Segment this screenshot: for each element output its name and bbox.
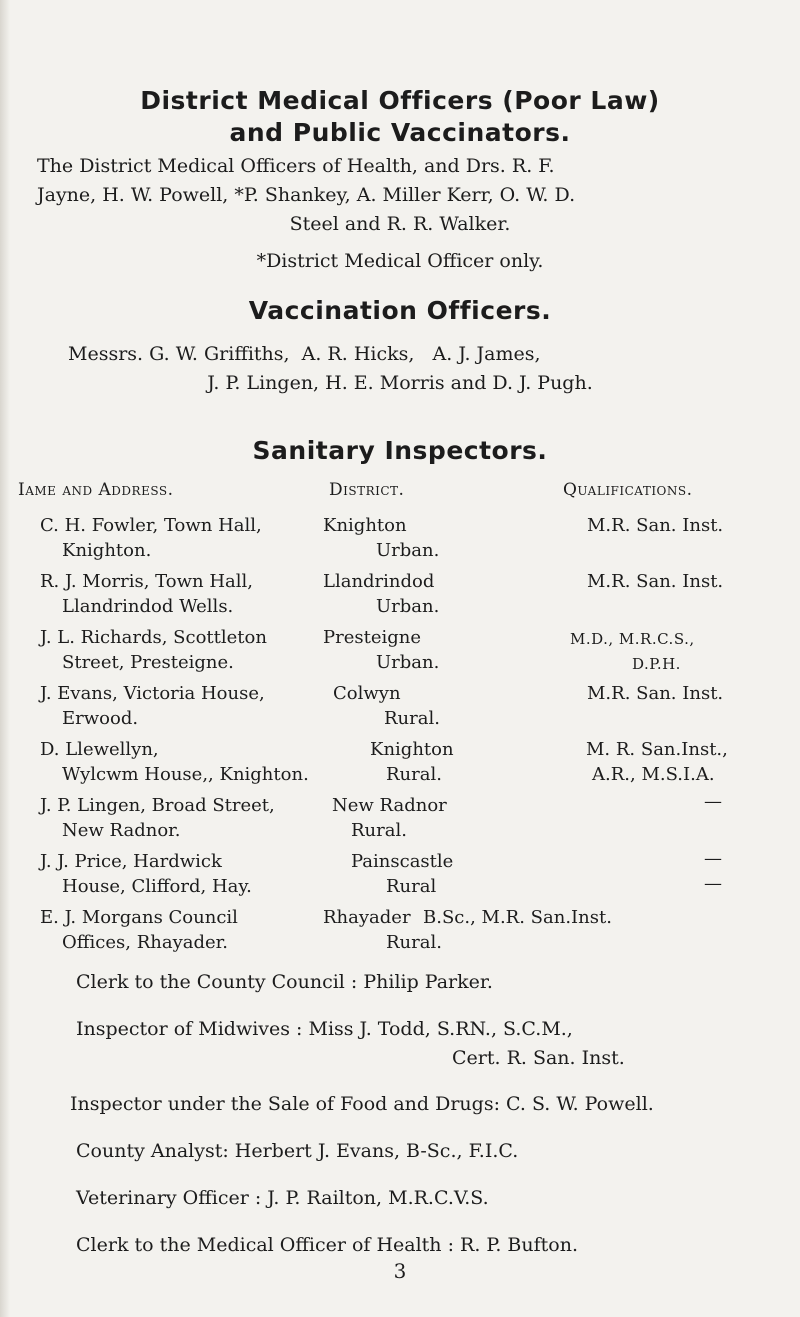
column-header-name-address: Iame and Address. (18, 480, 174, 500)
column-header-qualifications: Qualifications. (563, 480, 693, 500)
inspector-district-line2: Rural. (384, 708, 440, 729)
inspector-district-line2: Rural (386, 876, 437, 897)
inspector-name-line1: C. H. Fowler, Town Hall, (40, 515, 262, 536)
inspector-qualification: M.R. San. Inst. (587, 571, 724, 592)
inspector-district-line1: Knighton (323, 515, 407, 536)
scan-shadow-edge (0, 0, 10, 1317)
clerk-county-council: Clerk to the County Council : Philip Parker. (76, 971, 493, 993)
inspector-district-line2: Rural. (386, 932, 442, 953)
sanitary-inspectors-title: Sanitary Inspectors. (252, 436, 548, 465)
inspector-name-line1: J. L. Richards, Scottleton (40, 627, 267, 648)
inspector-district-line1: Llandrindod (323, 571, 435, 592)
vaccination-officers-line1: Messrs. G. W. Griffiths, A. R. Hicks, A. J. James, (68, 343, 541, 365)
medical-officers-paragraph-line3: Steel and R. R. Walker. (289, 213, 511, 235)
inspector-district-line2: Urban. (376, 652, 440, 673)
veterinary-officer: Veterinary Officer : J. P. Railton, M.R.C.V.S. (76, 1187, 489, 1209)
district-medical-officers-title-line1: District Medical Officers (Poor Law) (140, 86, 660, 115)
inspector-qualification: B.Sc., M.R. San.Inst. (423, 907, 612, 928)
inspector-district-line1: Knighton (370, 739, 454, 760)
inspector-name-line1: R. J. Morris, Town Hall, (40, 571, 254, 592)
inspector-qualification-line2: A.R., M.S.I.A. (592, 764, 715, 785)
vaccination-officers-line2: J. P. Lingen, H. E. Morris and D. J. Pugh. (207, 372, 593, 394)
inspector-name-line1: J. P. Lingen, Broad Street, (40, 795, 275, 816)
inspector-district-line1: Colwyn (333, 683, 401, 704)
inspector-name-line2: House, Clifford, Hay. (62, 876, 252, 897)
district-officer-footnote: *District Medical Officer only. (256, 250, 544, 272)
medical-officers-paragraph-line2: Jayne, H. W. Powell, *P. Shankey, A. Miller Kerr, O. W. D. (37, 184, 576, 206)
inspector-qualification-dash: — (704, 873, 722, 894)
inspector-name-line2: Street, Presteigne. (62, 652, 234, 673)
county-analyst: County Analyst: Herbert J. Evans, B-Sc., F.I.C. (76, 1140, 519, 1162)
inspector-midwives-line1: Inspector of Midwives : Miss J. Todd, S.RN., S.C.M., (76, 1018, 573, 1040)
inspector-name-line2: Offices, Rhayader. (62, 932, 229, 953)
inspector-name-line2: Wylcwm House,, Knighton. (62, 764, 309, 785)
page-number: 3 (393, 1259, 407, 1283)
inspector-district-line2: Urban. (376, 540, 440, 561)
inspector-qualification-line1: M. R. San.Inst., (586, 739, 728, 760)
medical-officers-paragraph-line1: The District Medical Officers of Health, and Drs. R. F. (37, 155, 555, 177)
inspector-qualification: M.R. San. Inst. (587, 683, 724, 704)
inspector-name-line2: New Radnor. (62, 820, 181, 841)
inspector-district-line1: Presteigne (323, 627, 422, 648)
inspector-qualification-line1: M.D., M.R.C.S., (570, 630, 695, 648)
vaccination-officers-title: Vaccination Officers. (248, 296, 552, 325)
inspector-name-line1: D. Llewellyn, (40, 739, 159, 760)
district-medical-officers-title-line2: and Public Vaccinators. (229, 118, 571, 147)
inspector-name-line2: Erwood. (62, 708, 139, 729)
inspector-district-line2: Rural. (386, 764, 442, 785)
inspector-midwives-line2: Cert. R. San. Inst. (452, 1047, 625, 1069)
inspector-district-line1: Painscastle (351, 851, 454, 872)
inspector-district-line2: Rural. (351, 820, 407, 841)
clerk-medical-officer: Clerk to the Medical Officer of Health : R. P. Bufton. (76, 1234, 579, 1256)
inspector-district-line2: Urban. (376, 596, 440, 617)
inspector-qualification-dash: — (704, 848, 722, 869)
inspector-food-drugs: Inspector under the Sale of Food and Drugs: C. S. W. Powell. (70, 1093, 654, 1115)
inspector-qualification-dash: — (704, 791, 722, 812)
inspector-district-line1: Rhayader (323, 907, 411, 928)
inspector-district-line1: New Radnor (332, 795, 447, 816)
inspector-name-line1: J. Evans, Victoria House, (40, 683, 265, 704)
inspector-name-line1: E. J. Morgans Council (40, 907, 238, 928)
column-header-district: District. (329, 480, 405, 500)
inspector-qualification: M.R. San. Inst. (587, 515, 724, 536)
inspector-qualification-line2: D.P.H. (632, 655, 681, 673)
inspector-name-line1: J. J. Price, Hardwick (40, 851, 222, 872)
inspector-name-line2: Knighton. (62, 540, 152, 561)
inspector-name-line2: Llandrindod Wells. (62, 596, 234, 617)
